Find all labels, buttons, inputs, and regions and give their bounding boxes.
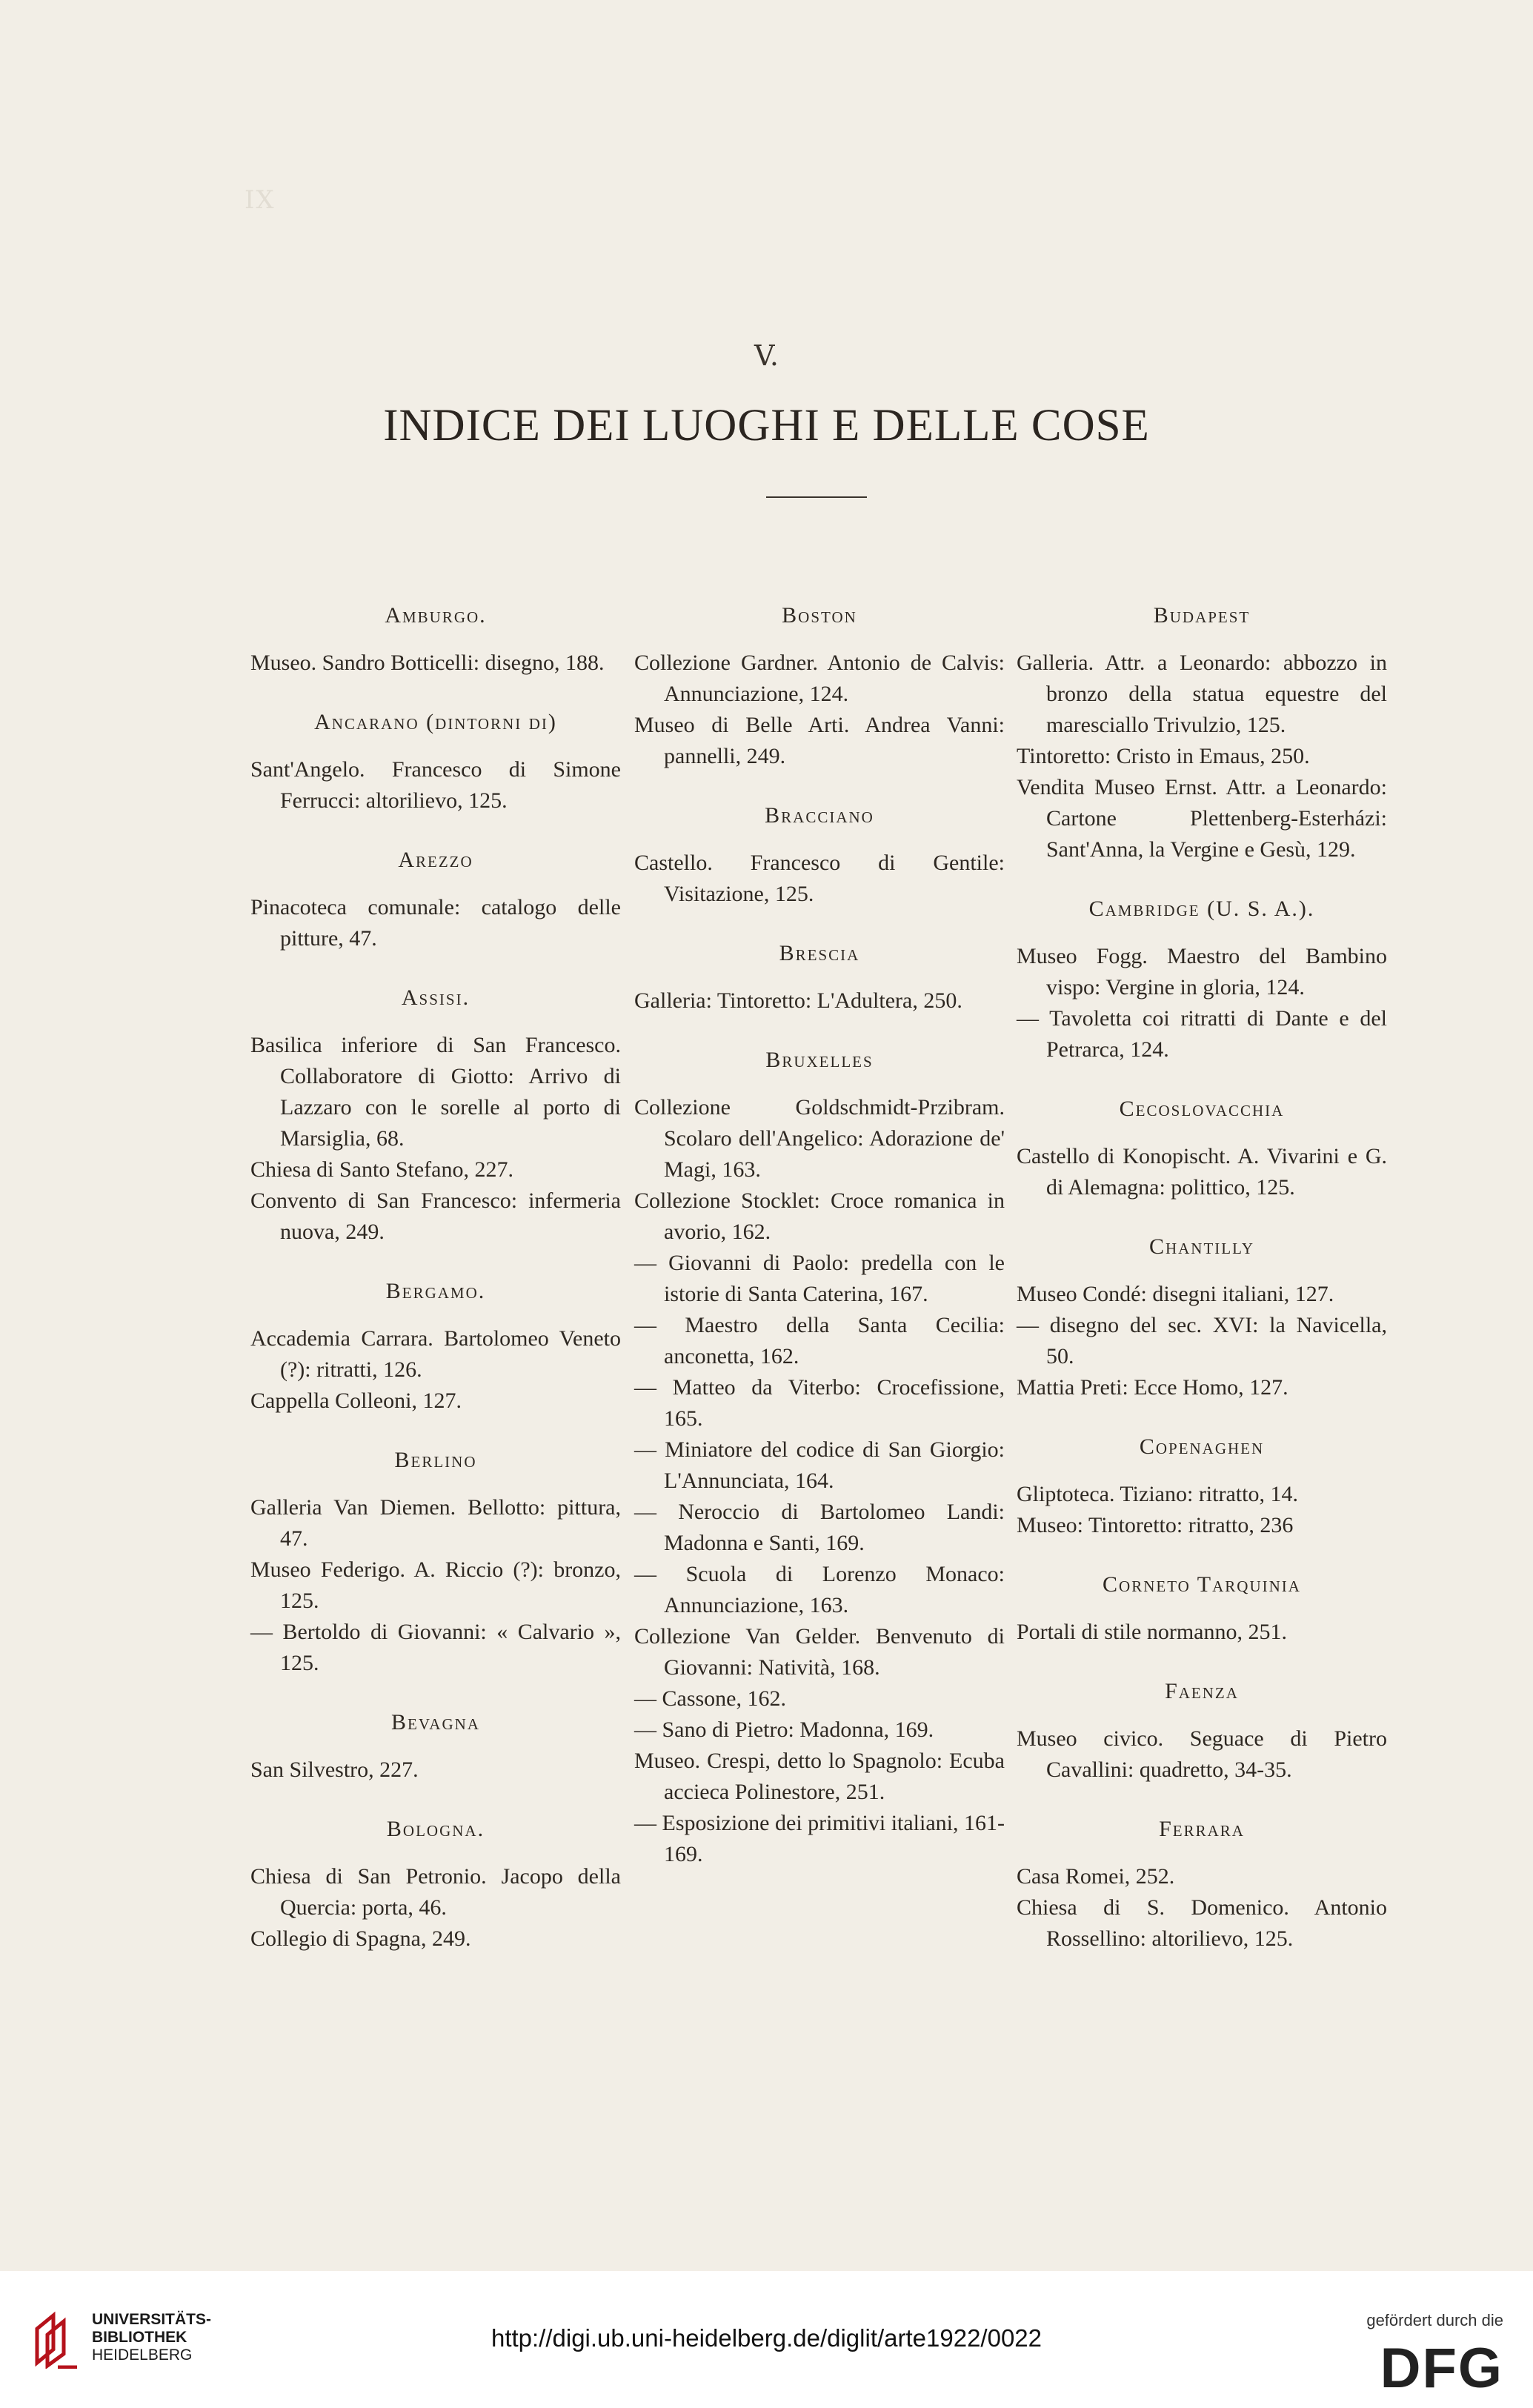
index-entry: Castello. Francesco di Gentile: Visitazione, 125. — [634, 851, 1005, 906]
index-group — [634, 1045, 1005, 1870]
index-entry: Accademia Carrara. Bartolomeo Veneto (?): ritratti, 126. — [250, 1326, 621, 1382]
index-group — [634, 938, 1005, 1017]
index-group — [1017, 1231, 1387, 1403]
index-group — [250, 600, 621, 679]
index-entry: Museo civico. Seguace di Pietro Cavallini: quadretto, 34-35. — [1017, 1726, 1387, 1782]
index-entry: Sant'Angelo. Francesco di Simone Ferrucci: altorilievo, 125. — [250, 757, 621, 813]
index-entry: Portali di stile normanno, 251. — [1017, 1620, 1287, 1644]
index-entry: Castello di Konopischt. A. Vivarini e G. di Alemagna: polittico, 125. — [1017, 1144, 1387, 1200]
index-group — [1017, 600, 1387, 865]
index-group — [250, 1707, 621, 1786]
index-entry: — Tavoletta coi ritratti di Dante e del Petrarca, 124. — [1017, 1006, 1387, 1062]
place-heading: Cambridge (U. S. A.). — [1088, 897, 1315, 921]
index-group — [250, 845, 621, 954]
place-heading: Faenza — [1165, 1679, 1239, 1703]
index-entry: Chiesa di Santo Stefano, 227. — [250, 1157, 513, 1182]
index-column-3 — [1017, 600, 1387, 1983]
index-group — [1017, 1431, 1387, 1541]
index-group — [250, 1276, 621, 1417]
index-group — [250, 1814, 621, 1955]
index-entry: — Esposizione dei primitivi italiani, 161-169. — [634, 1811, 1005, 1866]
index-entry: Cappella Colleoni, 127. — [250, 1388, 462, 1413]
index-entry: Chiesa di S. Domenico. Antonio Rossellino: altorilievo, 125. — [1017, 1895, 1387, 1951]
place-heading: Bergamo. — [385, 1279, 486, 1303]
place-heading: Budapest — [1153, 603, 1251, 628]
index-group — [1017, 1814, 1387, 1955]
index-group — [1017, 1569, 1387, 1648]
index-entry: Gliptoteca. Tiziano: ritratto, 14. — [1017, 1482, 1298, 1506]
index-entry: Museo Fogg. Maestro del Bambino vispo: Vergine in gloria, 124. — [1017, 944, 1387, 1000]
index-entry: Museo di Belle Arti. Andrea Vanni: pannelli, 249. — [634, 713, 1005, 768]
section-numeral: V. — [754, 339, 779, 372]
place-heading: Corneto Tarquinia — [1103, 1572, 1301, 1597]
place-heading: Amburgo. — [385, 603, 487, 628]
place-heading: Bracciano — [765, 803, 874, 828]
index-entry: Museo. Crespi, detto lo Spagnolo: Ecuba accieca Polinestore, 251. — [634, 1749, 1005, 1804]
index-entry: Vendita Museo Ernst. Attr. a Leonardo: Cartone Plettenberg-Esterházi: Sant'Anna, la Vergine e Gesù, 129. — [1017, 775, 1387, 862]
index-entry: Galleria: Tintoretto: L'Adultera, 250. — [634, 988, 962, 1013]
index-entry: — Miniatore del codice di San Giorgio: L'Annunciata, 164. — [634, 1437, 1005, 1493]
index-group — [634, 800, 1005, 910]
index-entry: — Sano di Pietro: Madonna, 169. — [634, 1717, 934, 1742]
index-group — [634, 600, 1005, 772]
index-entry: Museo: Tintoretto: ritratto, 236 — [1017, 1513, 1294, 1537]
library-name-line: HEIDELBERG — [92, 2347, 193, 2364]
index-entry: Basilica inferiore di San Francesco. Collaboratore di Giotto: Arrivo di Lazzaro con le sorelle al porto di Marsiglia, 68. — [250, 1033, 621, 1151]
index-entry: Galleria. Attr. a Leonardo: abbozzo in bronzo della statua equestre del maresciallo Trivulzio, 125. — [1017, 651, 1387, 737]
index-entry: Museo Condé: disegni italiani, 127. — [1017, 1282, 1334, 1306]
page-url-link[interactable]: http://digi.ub.uni-heidelberg.de/diglit/arte1922/0022 — [491, 2324, 1042, 2352]
library-name-line: BIBLIOTHEK — [92, 2329, 187, 2346]
index-group — [250, 707, 621, 816]
index-group — [250, 1445, 621, 1679]
place-heading: Boston — [782, 603, 857, 628]
index-group — [1017, 894, 1387, 1065]
index-entry: Chiesa di San Petronio. Jacopo della Quercia: porta, 46. — [250, 1864, 621, 1920]
index-entry: — Scuola di Lorenzo Monaco: Annunciazione, 163. — [634, 1562, 1005, 1617]
index-entry: — Matteo da Viterbo: Crocefissione, 165. — [634, 1375, 1005, 1431]
index-entry: Pinacoteca comunale: catalogo delle pitture, 47. — [250, 895, 621, 951]
index-column-1 — [250, 600, 621, 1983]
index-entry: Casa Romei, 252. — [1017, 1864, 1175, 1889]
index-group — [1017, 1094, 1387, 1203]
index-entry: — Giovanni di Paolo: predella con le istorie di Santa Caterina, 167. — [634, 1251, 1005, 1306]
place-heading: Copenaghen — [1139, 1434, 1265, 1459]
index-entry: Museo Federigo. A. Riccio (?): bronzo, 125. — [250, 1557, 621, 1613]
index-entry: Museo. Sandro Botticelli: disegno, 188. — [250, 651, 605, 675]
index-column-2 — [634, 600, 1005, 1898]
index-entry: Collezione Van Gelder. Benvenuto di Giovanni: Natività, 168. — [634, 1624, 1005, 1680]
index-entry: — Maestro della Santa Cecilia: anconetta, 162. — [634, 1313, 1005, 1368]
index-group — [250, 982, 621, 1248]
place-heading: Assisi. — [401, 985, 470, 1010]
index-entry: Collezione Gardner. Antonio de Calvis: Annunciazione, 124. — [634, 651, 1005, 706]
place-heading: Cecoslovacchia — [1119, 1097, 1285, 1121]
place-heading: Bevagna — [391, 1710, 480, 1735]
index-entry: — Bertoldo di Giovanni: « Calvario », 125. — [250, 1620, 621, 1675]
index-group — [1017, 1676, 1387, 1786]
place-heading: Bruxelles — [765, 1048, 874, 1072]
index-entry: Tintoretto: Cristo in Emaus, 250. — [1017, 744, 1310, 768]
show-through-text: IX — [245, 185, 276, 215]
place-heading: Bologna. — [386, 1817, 485, 1841]
place-heading: Chantilly — [1148, 1234, 1255, 1259]
place-heading: Ferrara — [1159, 1817, 1245, 1841]
index-entry: Collezione Goldschmidt-Przibram. Scolaro dell'Angelico: Adorazione de' Magi, 163. — [634, 1095, 1005, 1182]
index-entry: San Silvestro, 227. — [250, 1757, 419, 1782]
index-entry: — disegno del sec. XVI: la Navicella, 50. — [1017, 1313, 1387, 1368]
funding-caption: gefördert durch die — [1366, 2311, 1503, 2329]
place-heading: Arezzo — [398, 848, 473, 872]
index-entry: Mattia Preti: Ecce Homo, 127. — [1017, 1375, 1288, 1400]
dfg-logo: DFG — [1380, 2337, 1503, 2400]
index-entry: — Neroccio di Bartolomeo Landi: Madonna e Santi, 169. — [634, 1500, 1005, 1555]
library-name-line: UNIVERSITÄTS- — [92, 2311, 212, 2328]
place-heading: Brescia — [779, 941, 860, 965]
index-entry: Collezione Stocklet: Croce romanica in avorio, 162. — [634, 1188, 1005, 1244]
index-entry: Convento di San Francesco: infermeria nuova, 249. — [250, 1188, 621, 1244]
place-heading: Berlino — [394, 1448, 477, 1472]
title-rule — [766, 496, 867, 498]
place-heading: Ancarano (dintorni di) — [314, 710, 557, 734]
index-entry: Galleria Van Diemen. Bellotto: pittura, 47. — [250, 1495, 621, 1551]
index-entry: — Cassone, 162. — [634, 1686, 786, 1711]
viewer-footer — [0, 2271, 1533, 2408]
index-entry: Collegio di Spagna, 249. — [250, 1926, 471, 1951]
page-title: INDICE DEI LUOGHI E DELLE COSE — [383, 401, 1150, 450]
